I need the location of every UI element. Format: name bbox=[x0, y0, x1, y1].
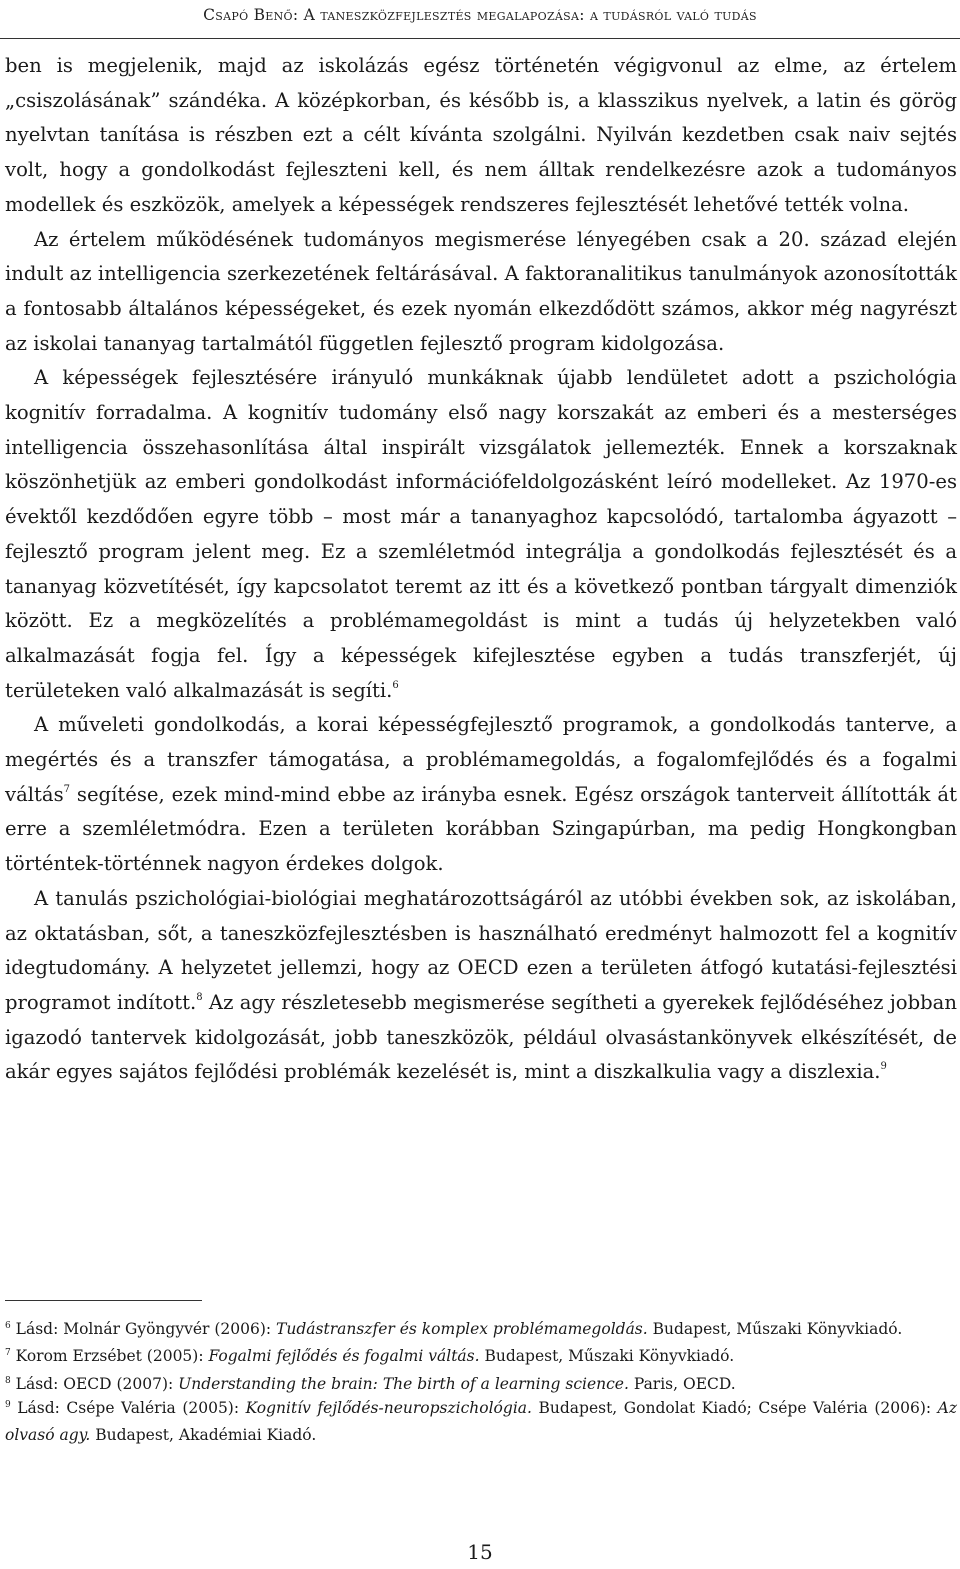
paragraph-2 bbox=[5, 223, 957, 362]
page-number: 15 bbox=[467, 1540, 493, 1564]
paragraph-4-text-a: A műveleti gondolkodás, a korai képességfejlesztő programok, a gondolkodás tanterve, a megértés és a transzfer támogatása, a problémamegoldás, a fogalomfejlődés és a fogalmi váltás bbox=[5, 713, 957, 806]
footnote-title: Fogalmi fejlődés és fogalmi váltás. bbox=[208, 1347, 480, 1366]
paragraph-5 bbox=[5, 882, 957, 1090]
paragraph-4-text-b: segítése, ezek mind-mind ebbe az irányba esnek. Egész országok tanterveit állították át erre a szemléletmódra. Ezen a területen korábban Szingapúrban, ma pedig Hongkongban történtek-történnek nagyon érdekes dolgok. bbox=[5, 782, 957, 876]
paragraph-3 bbox=[5, 361, 957, 708]
footnote-text: Korom Erzsébet (2005): bbox=[15, 1347, 209, 1366]
paragraph-5-text-b: Az agy részletesebb megismerése segítheti a gyerekek fejlődéséhez jobban igazodó tantervek kidolgozását, jobb taneszközök, például olvasástankönyvek elkészítését, de akár egyes sajátos fejlődési problémák kezelését is, mint a diszkalkulia vagy a diszlexia. bbox=[5, 990, 957, 1084]
footnote-title: Az olvasó agy. bbox=[5, 1398, 957, 1445]
footnote-text: Lásd: OECD (2007): bbox=[15, 1374, 179, 1393]
footnote-title: Understanding the brain: The birth of a learning science. bbox=[178, 1374, 629, 1393]
footnote-7 bbox=[5, 1343, 957, 1370]
footnote-ref-6[interactable]: 6 bbox=[392, 679, 399, 691]
header-rule bbox=[0, 38, 960, 39]
footnote-number: 6 bbox=[5, 1321, 11, 1331]
footnote-number: 9 bbox=[5, 1399, 11, 1410]
footnote-title: Tudástranszfer és komplex problémamegoldás. bbox=[276, 1320, 648, 1338]
footnote-title: Kognitív fejlődés-neuropszichológia. bbox=[245, 1398, 532, 1417]
footnote-9 bbox=[5, 1395, 957, 1450]
footnote-text: Budapest, Műszaki Könyvkiadó. bbox=[647, 1320, 903, 1338]
footnote-number: 7 bbox=[5, 1348, 11, 1359]
footnote-text: Budapest, Akadémiai Kiadó. bbox=[90, 1426, 317, 1445]
footnote-ref-7[interactable]: 7 bbox=[63, 783, 71, 795]
footnote-number: 8 bbox=[5, 1375, 11, 1386]
paragraph-1-text: ben is megjelenik, majd az iskolázás egész történetén végigvonul az elme, az értelem „csiszolásának” szándéka. A középkorban, és később is, a klasszikus nyelvek, a latin és görög nyelvtan tanítása is részben ezt a célt kívánta szolgálni. Nyilván kezdetben csak naiv sejtés volt, hogy a gondolkodást fejleszteni kell, és nem álltak rendelkezésre azok a tudományos modellek és eszközök, amelyek a képességek rendszeres fejlesztését lehetővé tették volna. bbox=[5, 54, 957, 216]
footnote-text: Budapest, Műszaki Könyvkiadó. bbox=[479, 1347, 735, 1366]
footnote-text: Budapest, Gondolat Kiadó; Csépe Valéria (2006): bbox=[531, 1398, 938, 1417]
paragraph-1 bbox=[5, 49, 957, 223]
footnote-text: Lásd: Csépe Valéria (2005): bbox=[17, 1398, 246, 1417]
footnote-ref-8[interactable]: 8 bbox=[196, 991, 203, 1003]
footnote-text: Lásd: Molnár Gyöngyvér (2006): bbox=[15, 1320, 277, 1338]
paragraph-3-text: A képességek fejlesztésére irányuló munkáknak újabb lendületet adott a pszichológia kognitív forradalma. A kognitív tudomány első nagy korszakát az emberi és a mesterséges intelligencia összehasonlítása által inspirált vizsgálatok jellemezték. Ennek a korszaknak köszönhetjük az emberi gondolkodást információfeldolgozásként leíró modelleket. Az 1970-es évektől kezdődően egyre több – most már a tananyaghoz kapcsolódó, tartalomba ágyazott – fejlesztő program jelent meg. Ez a szemléletmód integrálja a gondolkodás fejlesztését és a tananyag közvetítését, így kapcsolatot teremt az itt és a következő pontban tárgyalt dimenziók között. Ez a megközelítés a problémamegoldást is mint a tudás új helyzetekben való alkalmazását fogja fel. Így a képességek kifejlesztése egyben a tudás transzferjét, új területeken való alkalmazását is segíti. bbox=[5, 366, 957, 702]
paragraph-5-text-a: A tanulás pszichológiai-biológiai meghatározottságáról az utóbbi években sok, az iskolában, az oktatásban, sőt, a taneszközfejlesztésben is használható eredményt halmozott fel a kognitív idegtudomány. A helyzetet jellemzi, hogy az OECD ezen a területen átfogó kutatási-fejlesztési programot indított. bbox=[5, 886, 957, 1014]
paragraph-4 bbox=[5, 708, 957, 882]
footnote-6 bbox=[5, 1316, 957, 1343]
footnote-rule bbox=[5, 1300, 202, 1301]
footnote-text: Paris, OECD. bbox=[628, 1374, 736, 1393]
footnotes bbox=[5, 1316, 957, 1449]
footnote-ref-9[interactable]: 9 bbox=[880, 1061, 887, 1073]
body-text bbox=[5, 49, 957, 1090]
footnote-8 bbox=[5, 1371, 957, 1398]
paragraph-2-text: Az értelem működésének tudományos megismerése lényegében csak a 20. század elején indult az intelligencia szerkezetének feltárásával. A faktoranalitikus tanulmányok azonosították a fontosabb általános képességeket, és ezek nyomán elkezdődött számos, akkor még nagyrészt az iskolai tananyag tartalmától független fejlesztő program kidolgozása. bbox=[5, 227, 957, 355]
running-header: Csapó Benő: A taneszközfejlesztés megalapozása: a tudásról való tudás bbox=[203, 6, 757, 24]
